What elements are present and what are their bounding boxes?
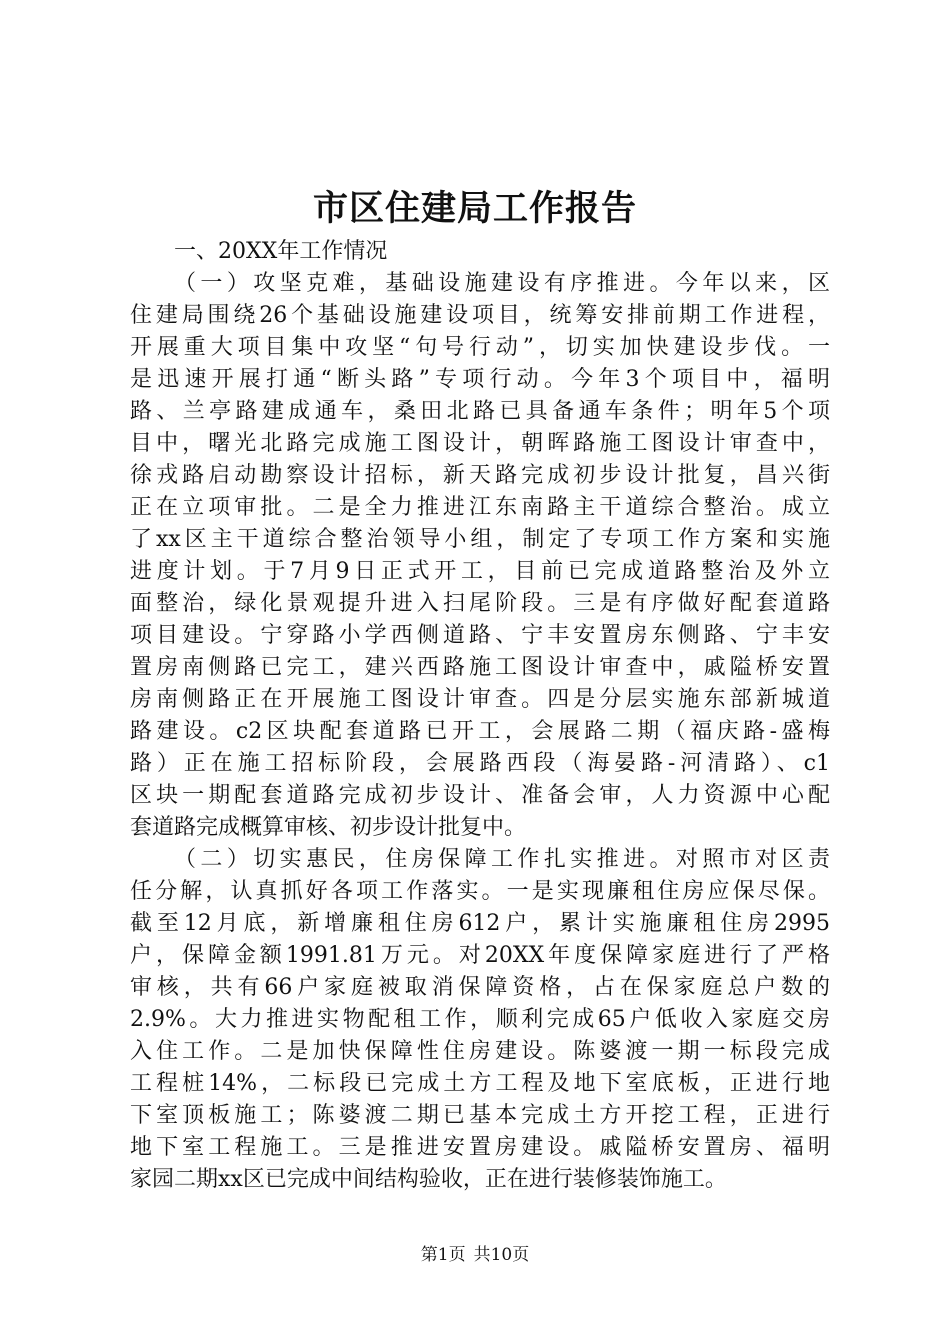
paragraph-infrastructure xyxy=(130,268,830,844)
text-line: 任分解，认真抓好各项工作落实。一是实现廉租住房应保尽保。 xyxy=(130,879,830,904)
text-line: 审核，共有66户家庭被取消保障资格，占在保家庭总户数的 xyxy=(130,975,830,1000)
text-line: 住建局围绕26个基础设施建设项目，统筹安排前期工作进程， xyxy=(130,303,830,328)
section-heading: 一、20XX年工作情况 xyxy=(174,239,388,264)
text-line: 开展重大项目集中攻坚“句号行动”，切实加快建设步伐。一 xyxy=(130,335,830,360)
text-line: 徐戎路启动勘察设计招标，新天路完成初步设计批复，昌兴街 xyxy=(130,463,830,488)
text-line: 下室顶板施工；陈婆渡二期已基本完成土方开挖工程，正进行 xyxy=(130,1103,830,1128)
text-line: 面整治，绿化景观提升进入扫尾阶段。三是有序做好配套道路 xyxy=(130,591,830,616)
paragraph-housing-security xyxy=(130,844,830,1196)
text-line: 路、兰亭路建成通车，桑田北路已具备通车条件；明年5个项 xyxy=(130,399,830,424)
text-line: 截至12月底，新增廉租住房612户，累计实施廉租住房2995 xyxy=(130,911,830,936)
text-line: （一）攻坚克难，基础设施建设有序推进。今年以来，区 xyxy=(174,271,830,296)
text-line: 区块一期配套道路完成初步设计、准备会审，人力资源中心配 xyxy=(130,783,830,808)
page-footer xyxy=(0,1243,950,1267)
text-line: 路建设。c2区块配套道路已开工，会展路二期（福庆路-盛梅 xyxy=(130,719,830,744)
text-line: 进度计划。于7月9日正式开工，目前已完成道路整治及外立 xyxy=(130,559,830,584)
text-line: 家园二期xx区已完成中间结构验收，正在进行装修装饰施工。 xyxy=(130,1167,727,1192)
text-line: 2.9%。大力推进实物配租工作，顺利完成65户低收入家庭交房 xyxy=(130,1007,830,1032)
text-line: 工程桩14%，二标段已完成土方工程及地下室底板，正进行地 xyxy=(130,1071,830,1096)
document-title: 市区住建局工作报告 xyxy=(312,188,637,229)
text-line: 路）正在施工招标阶段，会展路西段（海晏路-河清路）、c1 xyxy=(130,751,830,776)
text-line: 了xx区主干道综合整治领导小组，制定了专项工作方案和实施 xyxy=(130,527,830,552)
text-line: 目中，曙光北路完成施工图设计，朝晖路施工图设计审查中， xyxy=(130,431,830,456)
text-line: 置房南侧路已完工，建兴西路施工图设计审查中，戚隘桥安置 xyxy=(130,655,830,680)
text-line: （二）切实惠民，住房保障工作扎实推进。对照市对区责 xyxy=(174,847,830,872)
text-line: 是迅速开展打通“断头路”专项行动。今年3个项目中，福明 xyxy=(130,367,830,392)
page-total: 共10页 xyxy=(473,1245,530,1265)
text-line: 户，保障金额1991.81万元。对20XX年度保障家庭进行了严格 xyxy=(130,943,830,968)
text-line: 地下室工程施工。三是推进安置房建设。戚隘桥安置房、福明 xyxy=(130,1135,830,1160)
text-line: 套道路完成概算审核、初步设计批复中。 xyxy=(130,815,527,840)
text-line: 入住工作。二是加快保障性住房建设。陈婆渡一期一标段完成 xyxy=(130,1039,830,1064)
text-line: 正在立项审批。二是全力推进江东南路主干道综合整治。成立 xyxy=(130,495,830,520)
page-number: 第1页 xyxy=(420,1245,466,1265)
document-body xyxy=(130,236,830,1196)
text-line: 房南侧路正在开展施工图设计审查。四是分层实施东部新城道 xyxy=(130,687,830,712)
text-line: 项目建设。宁穿路小学西侧道路、宁丰安置房东侧路、宁丰安 xyxy=(130,623,830,648)
